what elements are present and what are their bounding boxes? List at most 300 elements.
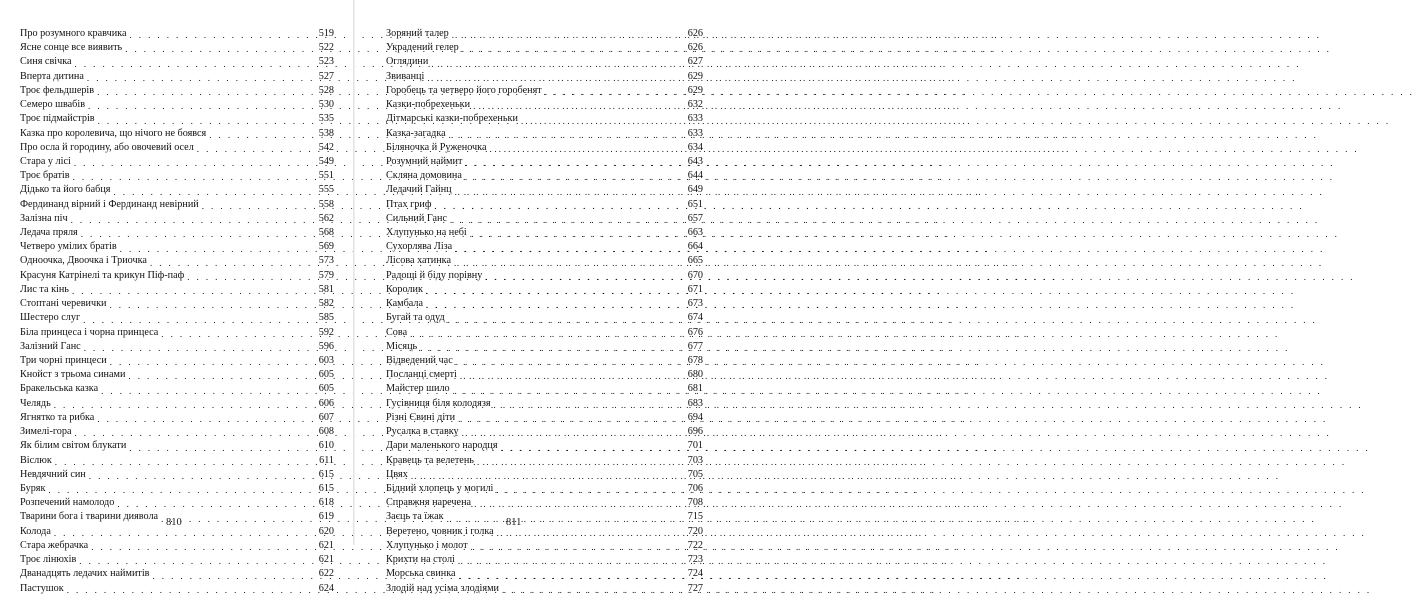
toc-entry-title: Про розумного кравчика [20,27,127,39]
toc-entry-page: 705 [687,468,703,480]
toc-entry-page: 522 [318,42,334,54]
toc-entry-page: 585 [318,312,334,324]
dot-leader [460,370,685,382]
toc-entry-title: Заєць та їжак [386,511,444,523]
toc-entry-title: Залізний Ганс [20,340,81,352]
toc-entry-title: Скляна домовина [386,170,462,182]
toc-entry [386,582,703,596]
toc-entry-title: Стара у лісі [20,155,71,167]
toc-entry-title: Місяць [386,340,418,352]
toc-entry [20,255,334,269]
toc-entry-page: 605 [318,383,334,395]
toc-entry [386,340,703,354]
toc-entry-title: Синя свічка [20,56,72,68]
toc-entry-title: Дари маленького народця [386,440,498,452]
toc-entry-title: Ледача пряля [20,227,78,239]
toc-entry-title: Лісова хатинка [386,255,451,267]
dot-leader [97,86,316,98]
toc-entry-title: Одноочка, Двоочка і Триочка [20,255,147,267]
toc-entry [20,311,334,325]
toc-entry-title: Горобець та четверо його горобенят [386,84,542,96]
toc-entry-page: 621 [318,539,334,551]
dot-leader [448,314,685,326]
toc-entry-page: 619 [318,511,334,523]
toc-entry-page: 701 [687,440,703,452]
toc-entry-title: Бугай та одуд [386,312,445,324]
toc-entry-page: 611 [319,454,334,466]
toc-entry-title: Тварини бога і тварини диявола [20,511,159,523]
dot-leader [88,100,316,112]
dot-leader [187,271,315,283]
toc-entry [20,27,334,41]
toc-list-left [20,27,334,596]
dot-leader [74,427,315,439]
dot-leader [411,470,685,482]
toc-entry-title: Шестеро слуг [20,312,81,324]
dot-leader [455,186,685,198]
toc-entry [20,183,334,197]
toc-entry [20,141,334,155]
toc-entry-title: Ледачий Гайнц [386,184,452,196]
toc-entry-page: 581 [318,283,334,295]
dot-leader [110,299,316,311]
toc-entry-page: 673 [687,298,703,310]
dot-leader [456,356,685,368]
toc-entry [386,183,703,197]
dot-leader [129,442,315,454]
toc-entry-page: 542 [318,141,334,153]
toc-entry-page: 555 [318,184,334,196]
dot-leader [161,513,316,525]
dot-leader [83,314,316,326]
toc-entry-page: 664 [687,241,703,253]
toc-entry [20,326,334,340]
toc-entry [386,27,703,41]
toc-entry-page: 605 [318,369,334,381]
toc-entry [386,283,703,297]
toc-entry-page: 663 [687,227,703,239]
toc-entry-title: Колода [20,525,51,537]
toc-entry-title: Дванадцять ледачих наймитів [20,568,150,580]
toc-entry-page: 694 [687,411,703,423]
toc-entry-page: 608 [318,426,334,438]
toc-entry-page: 519 [318,27,334,39]
toc-entry [20,169,334,183]
dot-leader [449,129,685,141]
toc-entry [386,439,703,453]
page-number: 811 [506,517,522,528]
toc-entry-title: Украдений гелер [386,42,459,54]
dot-leader [202,200,316,212]
dot-leader [496,484,684,496]
toc-entry [386,468,703,482]
toc-entry-title: Камбала [386,298,424,310]
toc-entry-title: Різні Євині діти [386,411,456,423]
dot-leader [426,299,685,311]
toc-entry [20,425,334,439]
toc-entry [20,411,334,425]
toc-entry-title: Посланці смерті [386,369,457,381]
toc-entry-title: Дітмарські казки-побрехеньки [386,113,518,125]
dot-leader [79,555,315,567]
toc-entry-page: 528 [318,84,334,96]
toc-entry-title: Ягнятко та рибка [20,411,95,423]
dot-leader [71,214,316,226]
toc-entry-page: 629 [687,84,703,96]
dot-leader [153,570,316,582]
toc-entry [20,155,334,169]
right-page [355,0,709,594]
toc-entry [20,240,334,254]
toc-entry [386,141,703,155]
dot-leader [427,72,684,84]
toc-entry-page: 538 [318,127,334,139]
toc-entry-page: 708 [687,497,703,509]
toc-entry-page: 703 [687,454,703,466]
toc-entry-page: 681 [687,383,703,395]
toc-entry [20,482,334,496]
dot-leader [410,328,685,340]
toc-entry-title: Невдячний син [20,468,86,480]
toc-entry-title: Птах гриф [386,198,432,210]
toc-entry [386,311,703,325]
toc-entry-title: Дідько та його бабця [20,184,111,196]
dot-leader [462,43,685,55]
toc-entry [386,70,703,84]
toc-entry-title: Фердинанд вірний і Фердинанд невірний [20,198,199,210]
toc-entry-title: Як білим світом блукати [20,440,127,452]
dot-leader [462,427,685,439]
dot-leader [521,115,685,127]
toc-entry [386,525,703,539]
toc-entry-page: 549 [318,155,334,167]
dot-leader [97,413,315,425]
dot-leader [84,342,316,354]
toc-entry-page: 573 [318,255,334,267]
toc-entry-page: 677 [687,340,703,352]
dot-leader [110,356,316,368]
toc-entry-title: Кнойст з трьома синами [20,369,126,381]
toc-entry [386,297,703,311]
dot-leader [458,555,685,567]
toc-entry-page: 621 [318,554,334,566]
toc-entry-title: Веретено, човник і голка [386,525,494,537]
dot-leader [431,58,684,70]
toc-entry [20,368,334,382]
toc-entry [20,283,334,297]
dot-leader [113,186,315,198]
toc-entry-page: 615 [318,482,334,494]
toc-entry-page: 618 [318,497,334,509]
dot-leader [67,584,316,596]
toc-entry-title: Звиванці [386,70,425,82]
toc-entry [20,496,334,510]
toc-entry-page: 568 [318,227,334,239]
dot-leader [454,257,685,269]
toc-entry [386,354,703,368]
dot-leader [81,228,316,240]
dot-leader [72,285,316,297]
dot-leader [465,157,684,169]
toc-entry-page: 620 [318,525,334,537]
toc-entry-page: 551 [318,170,334,182]
dot-leader [150,257,316,269]
dot-leader [447,513,685,525]
toc-entry-page: 523 [318,56,334,68]
toc-entry [20,269,334,283]
toc-entry [386,454,703,468]
toc-entry-title: Справжня наречена [386,497,472,509]
toc-entry-page: 715 [687,511,703,523]
toc-entry-title: Стара жебрачка [20,539,89,551]
toc-entry [386,482,703,496]
toc-entry [386,567,703,581]
dot-leader [54,527,316,539]
dot-leader [477,456,685,468]
toc-entry-page: 558 [318,198,334,210]
dot-leader [434,200,684,212]
dot-leader [91,541,316,553]
toc-entry [20,454,334,468]
toc-entry-title: Ясне сонце все виявить [20,42,123,54]
toc-entry [20,70,334,84]
toc-entry-page: 626 [687,42,703,54]
dot-leader [128,370,315,382]
toc-entry [20,198,334,212]
toc-entry-title: Троє фельдшерів [20,84,95,96]
toc-entry-title: Пастушок [20,582,64,594]
toc-entry-page: 633 [687,113,703,125]
toc-entry-title: Семеро швабів [20,99,86,111]
dot-leader [55,456,316,468]
toc-entry [386,425,703,439]
toc-entry-title: Лис та кінь [20,283,69,295]
toc-entry-title: Казка-загадка [386,127,446,139]
toc-entry-title: Віслюк [20,454,52,466]
left-page [0,0,354,594]
toc-entry-title: Стоптані черевички [20,298,107,310]
toc-entry-page: 674 [687,312,703,324]
toc-entry-page: 644 [687,170,703,182]
dot-leader [453,385,685,397]
toc-entry-page: 527 [318,70,334,82]
toc-entry-page: 592 [318,326,334,338]
dot-leader [120,243,316,255]
toc-entry-title: Розумний наймит [386,155,463,167]
dot-leader [130,29,316,41]
dot-leader [48,484,315,496]
dot-leader [74,157,316,169]
toc-entry [386,382,703,396]
dot-leader [125,43,316,55]
dot-leader [545,86,685,98]
dot-leader [485,271,684,283]
toc-entry [386,496,703,510]
toc-entry-page: 632 [687,99,703,111]
toc-entry [386,553,703,567]
toc-entry [386,510,703,524]
dot-leader [470,228,685,240]
toc-entry-page: 670 [687,269,703,281]
toc-entry [20,112,334,126]
dot-leader [420,342,685,354]
page-number: 810 [166,517,182,528]
toc-entry [20,41,334,55]
dot-leader [497,527,685,539]
toc-entry-title: Цвях [386,468,408,480]
toc-entry [386,539,703,553]
toc-entry [386,368,703,382]
toc-entry [386,212,703,226]
dot-leader [426,285,685,297]
toc-entry [386,98,703,112]
toc-entry [20,567,334,581]
dot-leader [490,143,685,155]
dot-leader [459,570,685,582]
toc-entry [386,198,703,212]
toc-entry-page: 562 [318,212,334,224]
dot-leader [101,385,316,397]
toc-entry [20,212,334,226]
toc-entry [386,255,703,269]
toc-entry-page: 626 [687,27,703,39]
toc-entry [20,127,334,141]
toc-entry-page: 727 [687,582,703,594]
toc-entry [20,340,334,354]
toc-entry-title: Троє братів [20,170,70,182]
toc-entry-page: 569 [318,241,334,253]
toc-entry [20,439,334,453]
dot-leader [87,72,316,84]
toc-entry-title: Бідний хлопець у могилі [386,482,494,494]
toc-entry-title: Кравець та велетень [386,454,474,466]
toc-entry-title: Бракельська казка [20,383,99,395]
dot-leader [75,58,316,70]
toc-entry-title: Радощі й біду порівну [386,269,483,281]
toc-entry-title: Троє підмайстрів [20,113,95,125]
toc-entry-title: Казка про королевича, що нічого не боявся [20,127,207,139]
toc-entry-title: Челядь [20,397,51,409]
toc-entry [20,297,334,311]
toc-entry [20,582,334,596]
toc-entry-page: 676 [687,326,703,338]
toc-entry [386,240,703,254]
toc-entry-page: 678 [687,355,703,367]
toc-entry-page: 680 [687,369,703,381]
toc-entry-page: 720 [687,525,703,537]
toc-entry-title: Вперта дитина [20,70,84,82]
toc-entry-page: 610 [318,440,334,452]
toc-entry-page: 683 [687,397,703,409]
toc-entry-page: 627 [687,56,703,68]
dot-leader [450,214,685,226]
toc-entry-title: Три чорні принцеси [20,355,107,367]
dot-leader [161,328,315,340]
toc-entry-page: 665 [687,255,703,267]
toc-entry-title: Красуня Катрінелі та крикун Піф-паф [20,269,185,281]
toc-entry-title: Казки-побрехеньки [386,99,471,111]
dot-leader [502,584,685,596]
toc-entry-title: Майстер шило [386,383,450,395]
toc-entry-title: Зимелі-гора [20,426,72,438]
toc-entry-title: Біла принцеса і чорна принцеса [20,326,159,338]
toc-entry-page: 530 [318,99,334,111]
dot-leader [452,29,685,41]
toc-entry [20,55,334,69]
dot-leader [197,143,316,155]
toc-entry [386,269,703,283]
toc-entry-page: 696 [687,426,703,438]
dot-leader [54,399,316,411]
toc-entry-page: 615 [318,468,334,480]
toc-entry [386,226,703,240]
toc-entry-title: Морська свинка [386,568,456,580]
toc-entry-title: Сухорлява Ліза [386,241,453,253]
toc-entry-title: Залізна піч [20,212,68,224]
toc-entry [386,84,703,98]
toc-entry [386,169,703,183]
toc-entry-title: Буряк [20,482,46,494]
toc-entry-title: Русалка в ставку [386,426,459,438]
toc-entry-title: Королик [386,283,423,295]
toc-entry-page: 622 [318,568,334,580]
toc-entry-title: Троє лінюхів [20,554,77,566]
toc-entry-page: 634 [687,141,703,153]
toc-entry [20,553,334,567]
toc-entry-title: Сова [386,326,408,338]
toc-entry [20,84,334,98]
toc-entry-page: 596 [318,340,334,352]
toc-entry [386,397,703,411]
dot-leader [465,171,685,183]
toc-entry-page: 657 [687,212,703,224]
dot-leader [474,498,685,510]
toc-entry-title: Відведений час [386,355,453,367]
toc-entry-page: 724 [687,568,703,580]
toc-entry [386,155,703,169]
toc-entry [386,41,703,55]
dot-leader [501,442,685,454]
toc-entry [20,354,334,368]
dot-leader [471,541,685,553]
dot-leader [473,100,685,112]
dot-leader [98,115,316,127]
toc-entry-title: Четверо умілих братів [20,241,117,253]
toc-entry-title: Біляночка й Руженочка [386,141,487,153]
toc-entry [386,326,703,340]
dot-leader [494,399,685,411]
toc-list-right [386,27,703,596]
toc-entry-title: Крихти на столі [386,554,455,566]
toc-entry-page: 723 [687,554,703,566]
toc-entry-title: Хлупунько і молот [386,539,468,551]
toc-entry-title: Гусівниця біля колодязя [386,397,491,409]
toc-entry-page: 603 [318,355,334,367]
dot-leader [458,413,685,425]
toc-entry-title: Хлупунько на небі [386,227,467,239]
toc-entry-title: Сильний Ганс [386,212,448,224]
toc-entry-page: 579 [318,269,334,281]
toc-entry [386,55,703,69]
toc-entry-page: 722 [687,539,703,551]
dot-leader [73,171,316,183]
toc-entry-title: Злодій над усіма злодіями [386,582,499,594]
toc-entry-page: 607 [318,411,334,423]
dot-leader [89,470,316,482]
toc-entry [386,112,703,126]
dot-leader [455,243,685,255]
dot-leader [117,498,315,510]
